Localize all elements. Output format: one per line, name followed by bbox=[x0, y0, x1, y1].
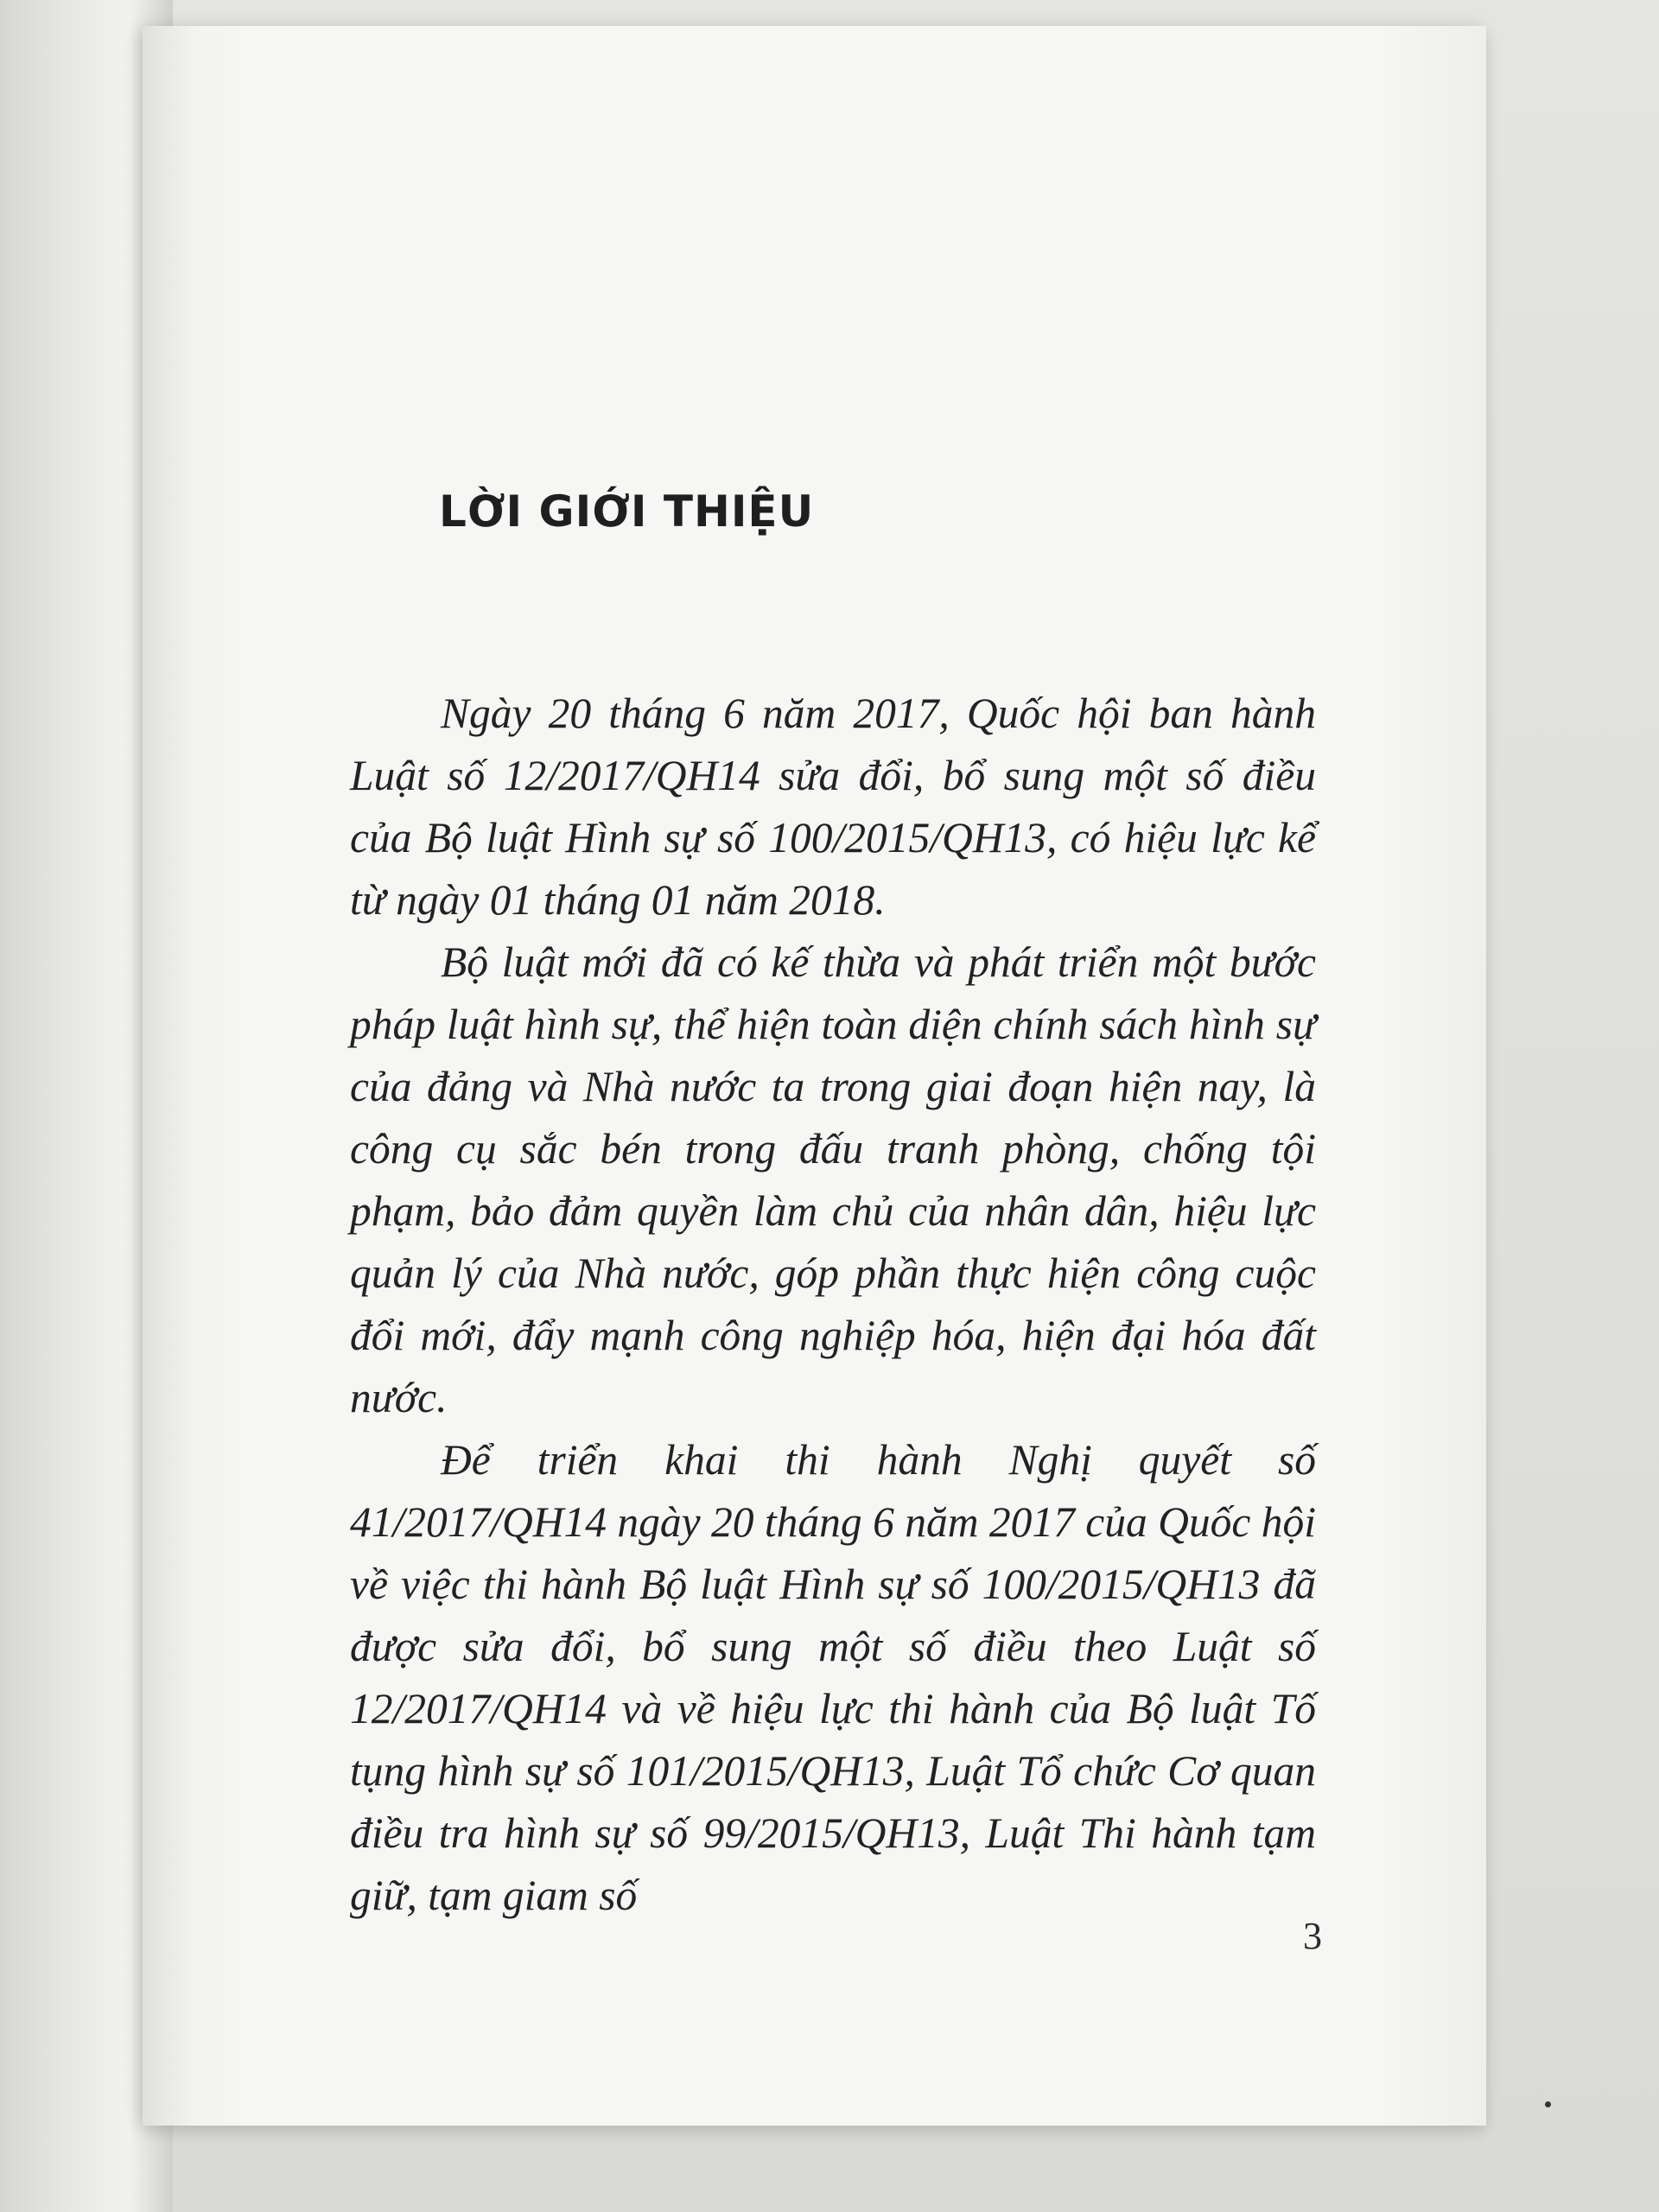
page-number: 3 bbox=[1303, 1915, 1322, 1957]
bleed-through-text bbox=[233, 207, 1339, 384]
speck bbox=[1545, 2101, 1551, 2107]
body-text bbox=[350, 683, 1316, 1927]
paragraph-2: Bộ luật mới đã có kế thừa và phát triển một bước pháp luật hình sự, thể hiện toàn diện chính sách hình sự của đảng và Nhà nước ta trong giai đoạn hiện nay, là công cụ sắc bén trong đấu tranh phòng, chống tội phạm, bảo đảm quyền làm chủ của nhân dân, hiệu lực quản lý của Nhà nước, góp phần thực hiện công cuộc đổi mới, đẩy mạnh công nghiệp hóa, hiện đại hóa đất nước. bbox=[350, 938, 1316, 1421]
page-heading: LỜI GIỚI THIỆU bbox=[439, 486, 815, 537]
paragraph-1: Ngày 20 tháng 6 năm 2017, Quốc hội ban hành Luật số 12/2017/QH14 sửa đổi, bổ sung một số điều của Bộ luật Hình sự số 100/2015/QH13, có hiệu lực kể từ ngày 01 tháng 01 năm 2018. bbox=[350, 690, 1316, 924]
paragraph-3: Để triển khai thi hành Nghị quyết số 41/2017/QH14 ngày 20 tháng 6 năm 2017 của Quốc hội về việc thi hành Bộ luật Hình sự số 100/2015/QH13 đã được sửa đổi, bổ sung một số điều theo Luật số 12/2017/QH14 và về hiệu lực thi hành của Bộ luật Tố tụng hình sự số 101/2015/QH13, Luật Tổ chức Cơ quan điều tra hình sự số 99/2015/QH13, Luật Thi hành tạm giữ, tạm giam số bbox=[350, 1436, 1316, 1919]
